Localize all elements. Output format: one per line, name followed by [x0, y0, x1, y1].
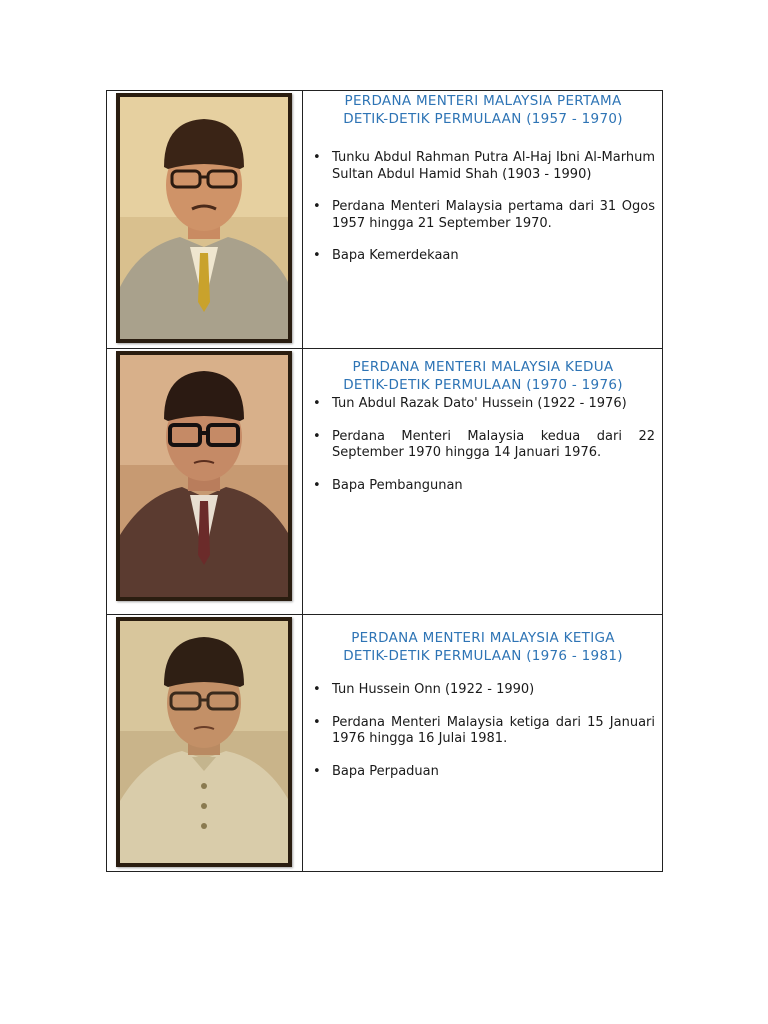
photo-cell — [107, 615, 303, 872]
description-cell — [303, 615, 663, 872]
list-item: • Bapa Pembangunan — [311, 478, 655, 495]
table-row — [107, 349, 663, 615]
photo-cell — [107, 349, 303, 615]
fact-list — [311, 682, 655, 780]
heading-line-period: DETIK-DETIK PERMULAAN (1970 - 1976) — [343, 377, 623, 393]
portrait-second-prime-minister — [116, 351, 292, 601]
list-item: • Perdana Menteri Malaysia ketiga dari 15 Januari 1976 hingga 16 Julai 1981. — [311, 715, 655, 748]
list-item: • Bapa Kemerdekaan — [311, 248, 655, 265]
list-item: • Tunku Abdul Rahman Putra Al-Haj Ibni Al-Marhum Sultan Abdul Hamid Shah (1903 - 1990) — [311, 150, 655, 183]
heading-line-title: PERDANA MENTERI MALAYSIA KEDUA — [352, 359, 614, 375]
list-item: • Tun Hussein Onn (1922 - 1990) — [311, 682, 655, 699]
fact-list — [311, 150, 655, 265]
portrait-first-prime-minister — [116, 93, 292, 343]
heading-line-period: DETIK-DETIK PERMULAAN (1976 - 1981) — [343, 648, 623, 664]
list-item: • Perdana Menteri Malaysia pertama dari 31 Ogos 1957 hingga 21 September 1970. — [311, 199, 655, 232]
photo-cell — [107, 91, 303, 349]
portrait-third-prime-minister — [116, 617, 292, 867]
heading-line-title: PERDANA MENTERI MALAYSIA KETIGA — [351, 630, 615, 646]
list-item: • Tun Abdul Razak Dato' Hussein (1922 - 1976) — [311, 396, 655, 413]
description-cell — [303, 349, 663, 615]
section-heading — [311, 629, 655, 665]
fact-list — [311, 396, 655, 494]
table-row — [107, 615, 663, 872]
list-item: • Bapa Perpaduan — [311, 764, 655, 781]
heading-line-title: PERDANA MENTERI MALAYSIA PERTAMA — [344, 93, 622, 109]
prime-ministers-table — [106, 90, 663, 872]
table-row — [107, 91, 663, 349]
heading-line-period: DETIK-DETIK PERMULAAN (1957 - 1970) — [343, 111, 623, 127]
section-heading — [311, 358, 655, 394]
section-heading — [311, 92, 655, 128]
list-item: • Perdana Menteri Malaysia kedua dari 22 September 1970 hingga 14 Januari 1976. — [311, 429, 655, 462]
description-cell — [303, 91, 663, 349]
